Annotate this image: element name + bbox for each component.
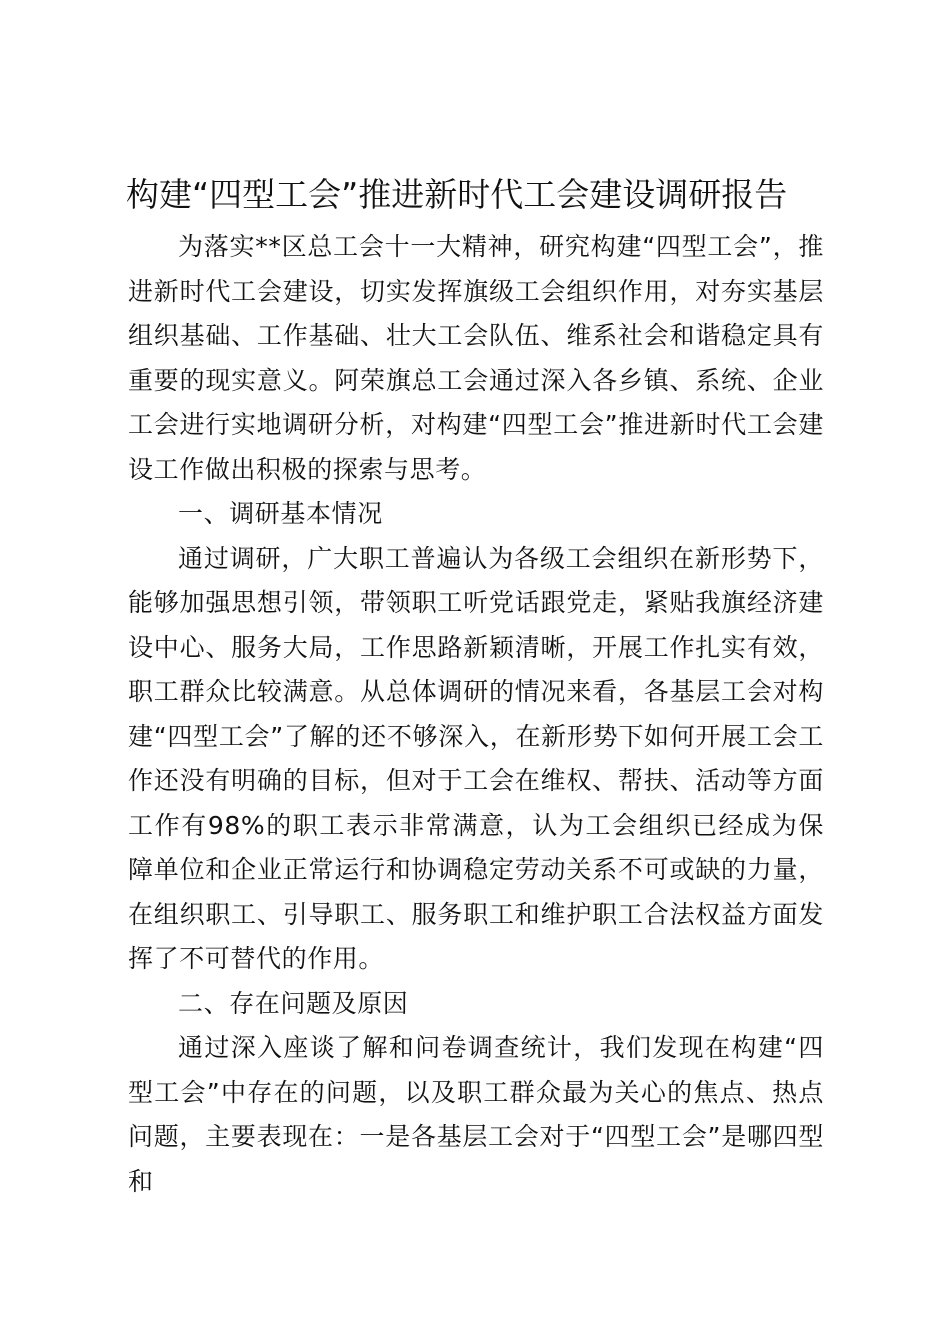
section-heading-basic-situation: 一、调研基本情况 [178,499,383,528]
intro-paragraph: 为落实**区总工会十一大精神，研究构建“四型工会”，推进新时代工会建设，切实发挥旗级工会组织作用，对夯实基层组织基础、工作基础、壮大工会队伍、维系社会和谐稳定具有重要的现实意义。阿荣旗总工会通过深入各乡镇、系统、企业工会进行实地调研分析，对构建“四型工会”推进新时代工会建设工作做出积极的探索与思考。 [128,232,824,484]
document-body [128,225,824,1204]
section-heading-problems: 二、存在问题及原因 [178,988,409,1018]
problems-paragraph: 通过深入座谈了解和问卷调查统计，我们发现在构建“四型工会”中存在的问题，以及职工群众最为关心的焦点、热点问题，主要表现在：一是各基层工会对于“四型工会”是哪四型和 [128,1033,824,1196]
basic-situation-paragraph: 通过调研，广大职工普遍认为各级工会组织在新形势下，能够加强思想引领，带领职工听党话跟党走，紧贴我旗经济建设中心、服务大局，工作思路新颖清晰，开展工作扎实有效，职工群众比较满意。从总体调研的情况来看，各基层工会对构建“四型工会”了解的还不够深入，在新形势下如何开展工会工作还没有明确的目标，但对于工会在维权、帮扶、活动等方面工作有98%的职工表示非常满意，认为工会组织已经成为保障单位和企业正常运行和协调稳定劳动关系不可或缺的力量，在组织职工、引导职工、服务职工和维护职工合法权益方面发挥了不可替代的作用。 [128,543,824,973]
document-title: 构建“四型工会”推进新时代工会建设调研报告 [126,175,788,214]
